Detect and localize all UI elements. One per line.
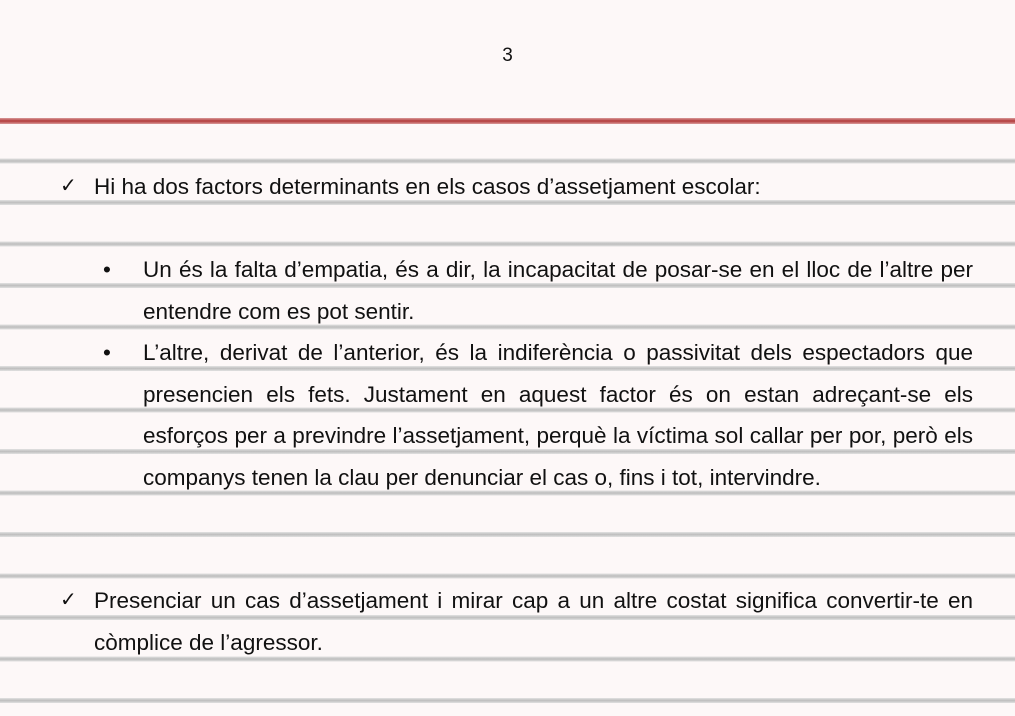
margin-line xyxy=(0,118,1015,124)
rule-line xyxy=(0,242,1015,247)
rule-line xyxy=(0,159,1015,164)
checkmark-icon: ✓ xyxy=(60,175,77,197)
bullet-item-text: Un és la falta d’empatia, és a dir, la incapacitat de posar-se en el lloc de l’altre per entendre com es pot sentir. xyxy=(143,257,973,324)
checklist-item-1 xyxy=(60,166,973,208)
bullet-icon: • xyxy=(103,257,111,282)
bullet-icon: • xyxy=(103,340,111,365)
rule-line xyxy=(0,532,1015,537)
bullet-item-2 xyxy=(103,332,973,498)
checklist-item-text: Presenciar un cas d’assetjament i mirar cap a un altre costat significa convertir-te en còmplice de l’agressor. xyxy=(94,588,973,655)
page-number: 3 xyxy=(502,45,513,66)
bullet-item-1 xyxy=(103,249,973,332)
rule-line xyxy=(0,698,1015,703)
checklist-item-2 xyxy=(60,580,973,663)
checklist-item-text: Hi ha dos factors determinants en els casos d’assetjament escolar: xyxy=(94,174,761,199)
rule-line xyxy=(0,574,1015,579)
checkmark-icon: ✓ xyxy=(60,589,77,611)
bullet-item-text: L’altre, derivat de l’anterior, és la indiferència o passivitat dels espectadors que presencien els fets. Justament en aquest factor és on estan adreçant-se els esforços per a previndre l’assetjament, perquè la víctima sol callar per por, però els companys tenen la clau per denunciar el cas o, fins i tot, intervindre. xyxy=(143,340,973,490)
